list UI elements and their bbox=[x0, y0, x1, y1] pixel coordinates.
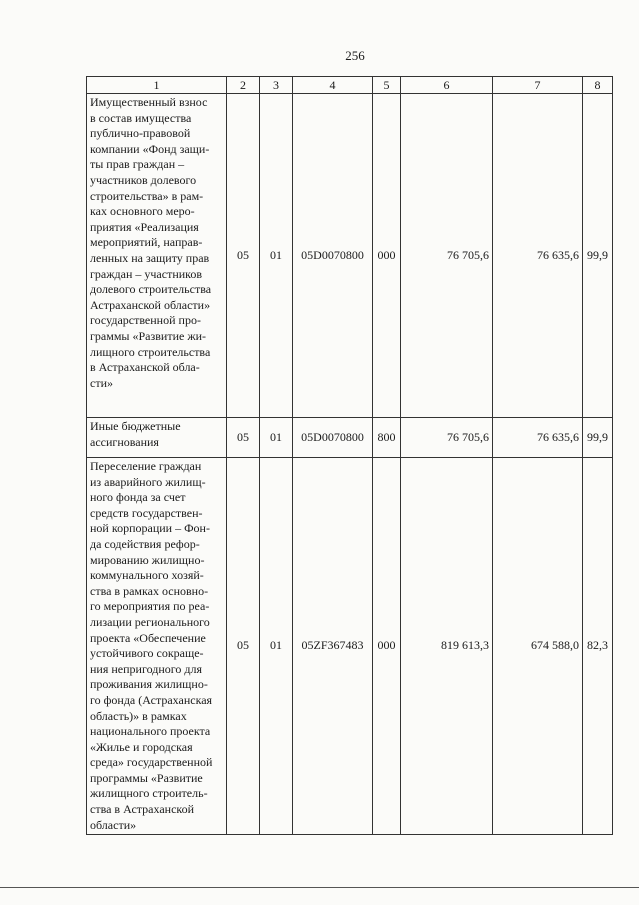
section-cell: 05 bbox=[227, 418, 260, 458]
header-cell: 1 bbox=[87, 77, 227, 94]
percent-cell: 99,9 bbox=[583, 94, 613, 418]
header-cell: 7 bbox=[493, 77, 583, 94]
table-row bbox=[87, 418, 613, 458]
target-article-cell: 05D0070800 bbox=[293, 418, 373, 458]
target-article-cell: 05ZF367483 bbox=[293, 458, 373, 835]
section-cell: 05 bbox=[227, 94, 260, 418]
row-name-cell: Переселение граждан из аварийного жилищ- ного фонда за счет средств государствен- ной корпорации – Фон- да содействия рефор- мированию жилищно- коммунального хозяй- ства в рамках основно- го мероприятия по реа- лизации регионального проекта «Обеспечение устойчивого сокраще- ния непригодного для проживания жилищно- го фонда (Астраханская область)» в рамках национального проекта «Жилье и городская среда» государственной программы «Развитие жилищного строитель- ства в Астраханской области» bbox=[87, 458, 227, 835]
subsection-cell: 01 bbox=[260, 458, 293, 835]
section-cell: 05 bbox=[227, 458, 260, 835]
expense-type-cell: 000 bbox=[373, 458, 401, 835]
page-number: 256 bbox=[345, 48, 365, 63]
percent-cell: 82,3 bbox=[583, 458, 613, 835]
planned-amount-cell: 76 705,6 bbox=[401, 94, 493, 418]
scan-edge-line bbox=[0, 887, 639, 888]
table-row bbox=[87, 94, 613, 418]
row-name-cell: Иные бюджетные ассигнования bbox=[87, 418, 227, 458]
subsection-cell: 01 bbox=[260, 418, 293, 458]
planned-amount-cell: 819 613,3 bbox=[401, 458, 493, 835]
header-cell: 4 bbox=[293, 77, 373, 94]
budget-table bbox=[86, 76, 613, 835]
subsection-cell: 01 bbox=[260, 94, 293, 418]
row-name-cell: Имущественный взнос в состав имущества публично-правовой компании «Фонд защи- ты прав граждан – участников долевого строительства» в рам- ках основного меро- приятия «Реализация мероприятий, направ- ленных на защиту прав граждан – участников долевого строительства Астраханской области» государственной про- граммы «Развитие жи- лищного строительства в Астраханской обла- сти» bbox=[87, 94, 227, 418]
header-cell: 6 bbox=[401, 77, 493, 94]
header-cell: 2 bbox=[227, 77, 260, 94]
expense-type-cell: 000 bbox=[373, 94, 401, 418]
table-header-row bbox=[87, 77, 613, 94]
executed-amount-cell: 76 635,6 bbox=[493, 418, 583, 458]
table-row bbox=[87, 458, 613, 835]
percent-cell: 99,9 bbox=[583, 418, 613, 458]
header-cell: 8 bbox=[583, 77, 613, 94]
header-cell: 3 bbox=[260, 77, 293, 94]
header-cell: 5 bbox=[373, 77, 401, 94]
planned-amount-cell: 76 705,6 bbox=[401, 418, 493, 458]
executed-amount-cell: 674 588,0 bbox=[493, 458, 583, 835]
expense-type-cell: 800 bbox=[373, 418, 401, 458]
executed-amount-cell: 76 635,6 bbox=[493, 94, 583, 418]
target-article-cell: 05D0070800 bbox=[293, 94, 373, 418]
